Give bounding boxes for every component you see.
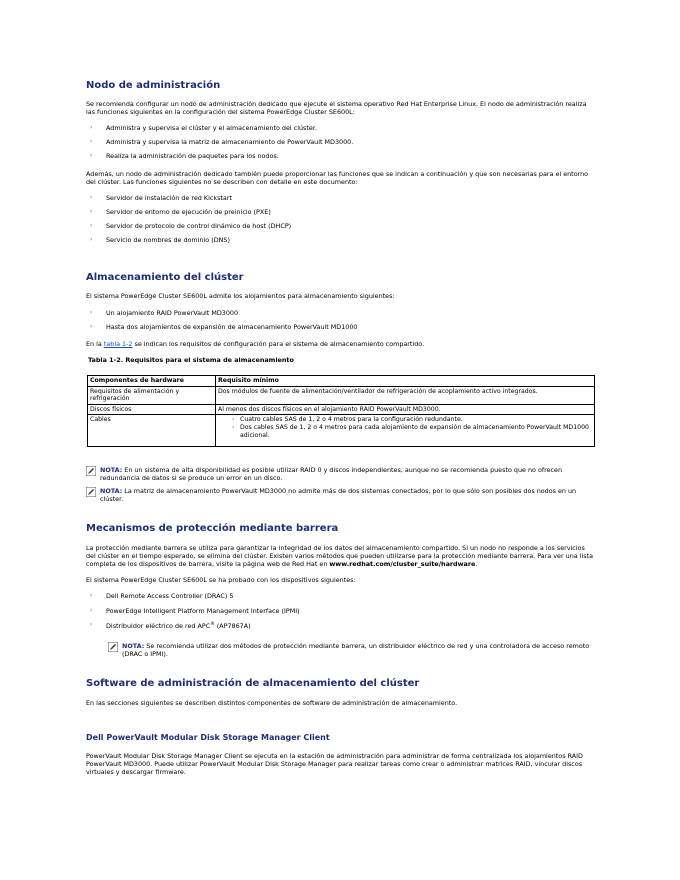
section-title-nodo: Nodo de administración xyxy=(86,80,221,91)
table-row xyxy=(88,386,595,404)
list-item: › Administra y supervisa el clúster y el almacenamiento del clúster. xyxy=(86,124,317,132)
note-text xyxy=(100,487,594,503)
note-label: NOTA: xyxy=(100,466,123,474)
list-item: › Realiza la administración de paquetes para los nodos. xyxy=(86,152,279,160)
table-cell xyxy=(216,415,595,447)
barrera-intro-text: La protección mediante barrera se utiliza para garantizar la integridad de los datos del almacenamiento compartido. Si un nodo no responde a los servicios del clúster en el tiempo esperado, se elimina del clúster. Existen varios métodos que pueden utilizarse para la protección mediante barrera. Para ver una lista completa de los dispositivos de barrera, visite la página web de Red Hat en xyxy=(86,544,593,568)
note-label: NOTA: xyxy=(100,487,123,495)
cables-list xyxy=(218,416,592,440)
note-barrera xyxy=(108,642,594,658)
list-item xyxy=(86,621,251,630)
table-row xyxy=(88,404,595,415)
note-md3000 xyxy=(86,487,594,503)
note-raid xyxy=(86,466,594,482)
table-header: Requisito mínimo xyxy=(216,376,595,387)
table-header: Componentes de hardware xyxy=(88,376,216,387)
table-cell: Cables xyxy=(88,415,216,447)
section-title-barrera: Mecanismos de protección mediante barrera xyxy=(86,523,339,534)
ref-text-pre: En la xyxy=(86,340,104,348)
nodo-intro: Se recomienda configurar un nodo de administración dedicado que ejecute el sistema operativo Red Hat Enterprise Linux. El nodo de administración realiza las funciones siguientes en la configuración del sistema PowerEdge Cluster SE600L: xyxy=(86,100,587,116)
barrera-intro-end: . xyxy=(475,560,478,568)
note-body: La matriz de almacenamiento PowerVault MD3000 no admite más de dos sistemas conectados, por lo que sólo son posibles dos nodos en un clúster. xyxy=(100,487,577,503)
table-cell: Dos módulos de fuente de alimentación/ventilador de refrigeración de acoplamiento activo integrados. xyxy=(216,386,595,404)
note-text xyxy=(100,466,594,482)
note-pencil-icon xyxy=(86,466,96,476)
apc-model: (AP7867A) xyxy=(214,622,251,631)
table-cell: Discos físicos xyxy=(88,404,216,415)
list-item: › Servidor de entorno de ejecución de preinicio (PXE) xyxy=(86,208,271,216)
table-header-row xyxy=(88,376,595,387)
subsection-title-mdsm: Dell PowerVault Modular Disk Storage Manager Client xyxy=(86,733,330,742)
list-item: › Dos cables SAS de 1, 2 o 4 metros para cada alojamiento de expansión de almacenamiento PowerVault MD1000 adicional. xyxy=(218,424,592,440)
list-item: › Cuatro cables SAS de 1, 2 o 4 metros para la configuración redundante. xyxy=(218,416,592,424)
list-item: › Hasta dos alojamientos de expansión de almacenamiento PowerVault MD1000 xyxy=(86,323,358,331)
note-label: NOTA: xyxy=(122,642,145,650)
note-text xyxy=(122,642,594,658)
table-caption: Tabla 1-2. Requisitos para el sistema de almacenamiento xyxy=(88,356,294,364)
barrera-intro xyxy=(86,544,596,568)
note-pencil-icon xyxy=(86,487,96,497)
requirements-table xyxy=(87,375,595,447)
list-item: › Servidor de protocolo de control dinámico de host (DHCP) xyxy=(86,222,291,230)
table-1-2-link[interactable]: tabla 1-2 xyxy=(103,340,133,348)
ref-text-post: se indican los requisitos de configuración para el sistema de almacenamiento compartido. xyxy=(132,340,425,348)
registered-mark: ® xyxy=(210,622,215,627)
table-row xyxy=(88,415,595,447)
mdsm-text: PowerVault Modular Disk Storage Manager Client se ejecuta en la estación de administración para administrar de forma centralizada los alojamientos RAID PowerVault MD3000. Puede utilizar PowerVault Modular Disk Storage Manager para realizar tareas como crear o administrar matrices RAID, vincular discos virtuales y descargar firmware. xyxy=(86,752,583,776)
list-item: › Servicio de nombres de dominio (DNS) xyxy=(86,236,230,244)
table-cell: Al menos dos discos físicos en el alojamiento RAID PowerVault MD3000. xyxy=(216,404,595,415)
table-cell: Requisitos de alimentación y refrigeración xyxy=(88,386,216,404)
almacenamiento-intro: El sistema PowerEdge Cluster SE600L admite los alojamientos para almacenamiento siguientes: xyxy=(86,292,395,300)
section-title-software: Software de administración de almacenamiento del clúster xyxy=(86,678,420,689)
apc-text: Distribuidor eléctrico de red APC xyxy=(106,622,211,631)
section-title-almacenamiento: Almacenamiento del clúster xyxy=(86,272,244,283)
redhat-url: www.redhat.com/cluster_suite/hardware xyxy=(329,560,476,568)
table-reference xyxy=(86,340,596,348)
list-item: › Dell Remote Access Controller (DRAC) 5 xyxy=(86,592,233,600)
barrera-tested: El sistema PowerEdge Cluster SE600L se ha probado con los dispositivos siguientes: xyxy=(86,576,356,584)
list-item: › Administra y supervisa la matriz de almacenamiento de PowerVault MD3000. xyxy=(86,138,353,146)
list-item: › Servidor de instalación de red Kickstart xyxy=(86,194,232,202)
list-item: › PowerEdge Intelligent Platform Management Interface (IPMI) xyxy=(86,607,300,615)
software-intro: En las secciones siguientes se describen distintos componentes de software de administración de almacenamiento. xyxy=(86,699,458,707)
note-pencil-icon xyxy=(108,642,118,652)
nodo-extra: Además, un nodo de administración dedicado también puede proporcionar las funciones que se indican a continuación y que son necesarias para el entorno del clúster. Las funciones siguientes no se describen con detalle en este documento: xyxy=(86,170,589,186)
note-body: En un sistema de alta disponibilidad es posible utilizar RAID 0 y discos independientes, aunque no se recomienda puesto que no ofrecen redundancia de datos si se produce un error en un disco. xyxy=(100,466,563,482)
list-item: › Un alojamiento RAID PowerVault MD3000 xyxy=(86,309,238,317)
note-body: Se recomienda utilizar dos métodos de protección mediante barrera, un distribuidor eléctrico de red y una controladora de acceso remoto (DRAC o IPMI). xyxy=(122,642,590,658)
